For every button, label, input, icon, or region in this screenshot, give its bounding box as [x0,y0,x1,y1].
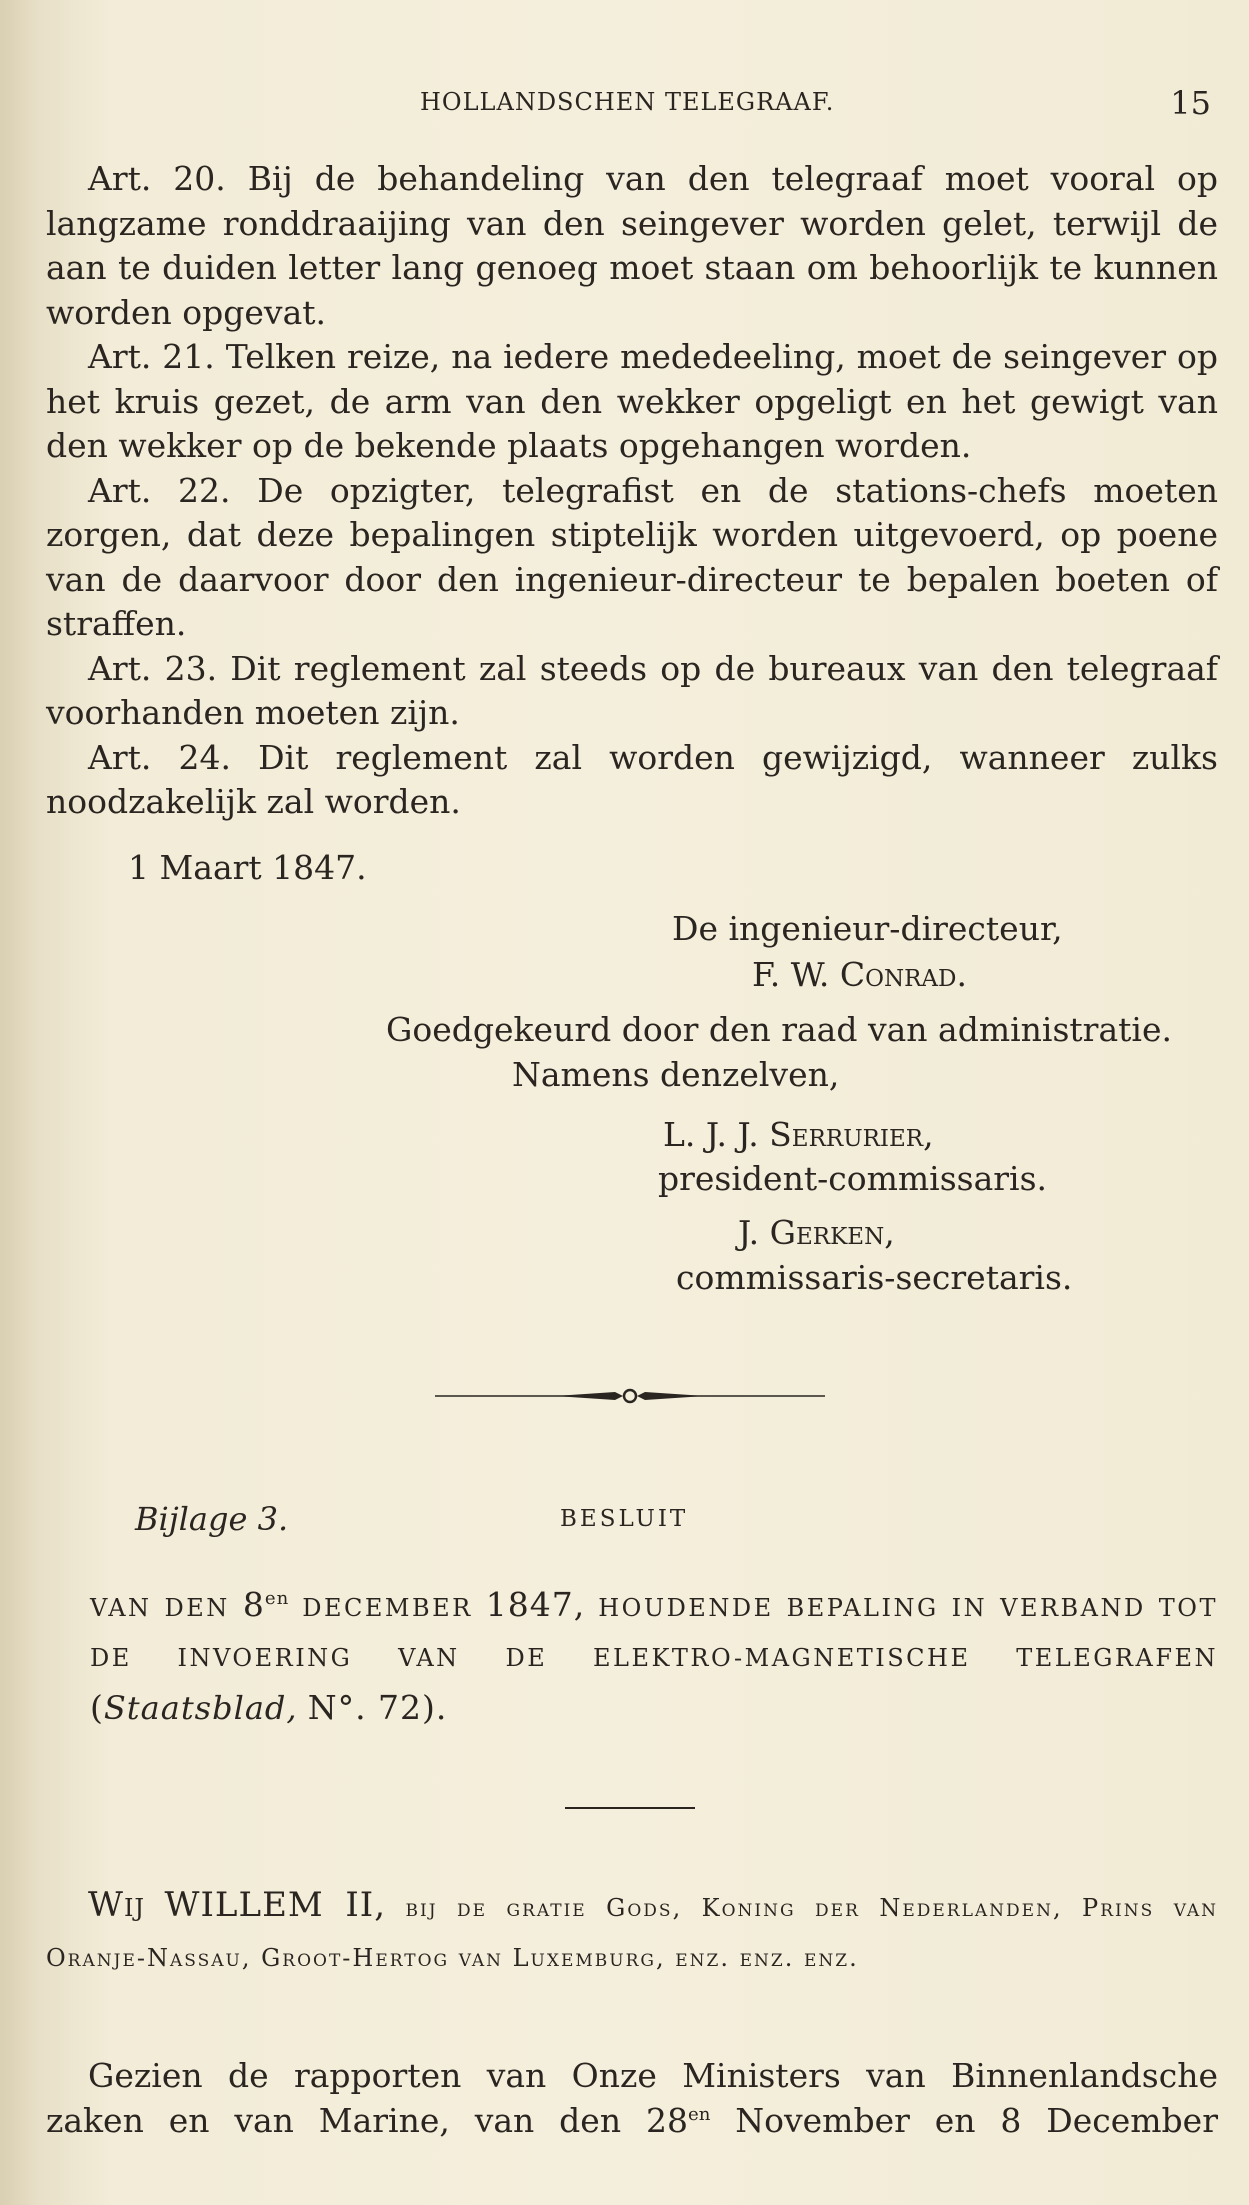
article-23 [46,647,1218,736]
annex-label: Bijlage 3. [135,1500,289,1538]
heading-ref-source: Staatsblad, [103,1689,298,1727]
article-text: Dit reglement zal steeds op de bureaux van den telegraaf voorhanden moeten zijn. [46,648,1219,732]
regulation-date: 1 Maart 1847. [128,848,367,887]
article-label: Art. 20. [88,159,226,198]
president-name: L. J. J. Serrurier, [663,1115,934,1154]
page-number: 15 [1170,84,1211,122]
running-title: HOLLANDSCHEN TELEGRAAF. [420,88,835,116]
preamble-willem: WILLEM II, [164,1885,387,1925]
body-end: November en 8 December [735,2101,1218,2140]
article-text: De opzigter, telegrafist en de stations-chefs moeten zorgen, dat deze bepalingen stiptelijk worden uitgevoerd, op poene van de daarvoor door den ingenieur-directeur te bepalen boeten of straffen. [46,470,1218,643]
preamble-wij: Wij [88,1885,146,1925]
heading-ref-open: ( [90,1688,104,1727]
heading-month: DECEMBER [302,1594,473,1622]
secretary-name: J. Gerken, [738,1213,895,1252]
article-label: Art. 23. [88,648,218,688]
heading-ref-number: N°. 72). [307,1688,448,1727]
royal-preamble [46,1880,1218,1983]
ornament-divider [435,1385,825,1407]
heading-prefix: VAN DEN [90,1594,230,1622]
heading-day: $8^{en}$ [242,1585,290,1624]
body-day-suffix: en [687,2104,711,2126]
heading-year: 1847, [485,1585,586,1624]
article-text: Dit reglement zal worden gewijzigd, wanneer zulks noodzakelijk zal worden. [46,737,1218,821]
article-label: Art. 21. [88,337,215,376]
article-21 [46,335,1218,469]
article-20 [46,157,1218,335]
section-rule [565,1807,695,1809]
heading-text: HOUDENDE BEPALING IN VERBAND TOT DE INVOERING VAN DE ELEKTRO-MAGNETISCHE TELEGRAFEN [90,1594,1218,1672]
on-behalf-line: Namens denzelven, [512,1055,840,1094]
article-24 [46,736,1218,825]
decree-body [46,2053,1218,2143]
article-text: Bij de behandeling van den telegraaf moet vooral op langzame ronddraaijing van den seingever worden gelet, terwijl de aan te duiden letter lang genoeg moet staan om behoorlijk te kunnen worden opgevat. [46,159,1218,332]
secretary-role: commissaris-secretaris. [676,1258,1073,1297]
director-title: De ingenieur-directeur, [672,909,1063,948]
approval-line: Goedgekeurd door den raad van administratie. [386,1010,1172,1049]
body-day: $28^{en}$ [645,2101,711,2140]
article-label: Art. 22. [88,470,231,510]
article-label: Art. 24. [88,737,231,777]
article-22 [46,469,1218,647]
preamble-titles: bij de gratie Gods, Koning der Nederlanden, Prins van Oranje-Nassau, Groot-Hertog van Luxemburg, enz. enz. enz. [46,1894,1218,1972]
heading-day-suffix: en [264,1588,290,1610]
president-role: president-commissaris. [658,1159,1048,1198]
decree-heading [90,1580,1218,1736]
director-name: F. W. Conrad. [752,955,967,994]
body-start: Gezien de rapporten van Onze Ministers van Binnenlandsche zaken en van Marine, van den [46,2056,1218,2140]
annex-title: BESLUIT [560,1506,689,1532]
articles-block [46,157,1218,825]
article-text: Telken reize, na iedere mededeeling, moet de seingever op het kruis gezet, de arm van den wekker opgeligt en het gewigt van den wekker op de bekende plaats opgehangen worden. [46,337,1218,465]
